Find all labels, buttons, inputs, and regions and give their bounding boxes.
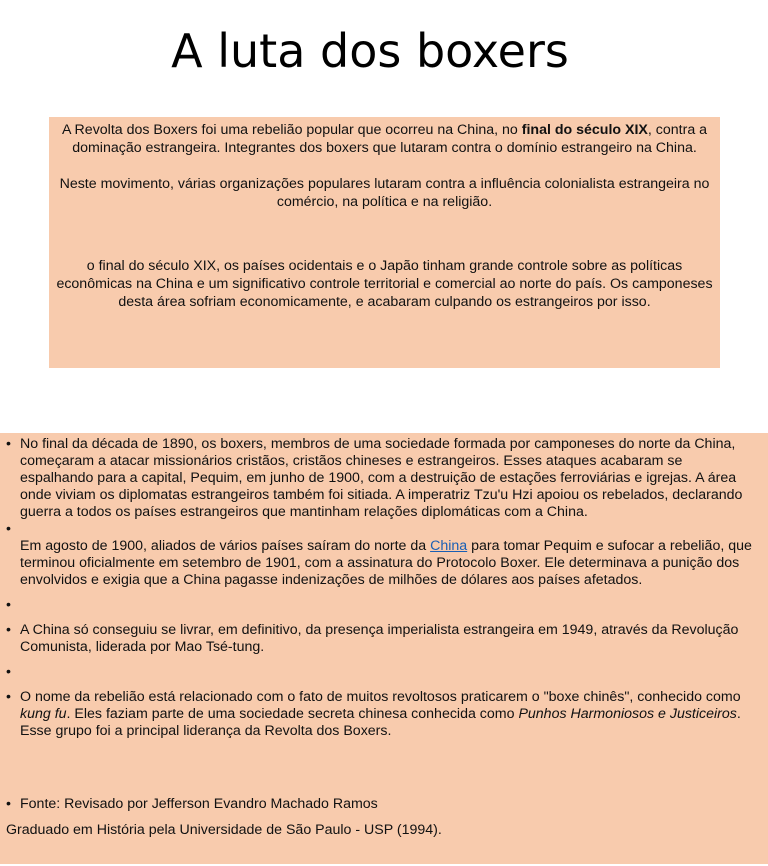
item2-text-end: para tomar Pequim e sufocar a rebelião, que terminou oficialmente em setembro de 1901, com a assinatura do Protocolo Boxer. Ele determinava a punição dos envolvidos e exigia que a China pagasse indenizações de milhões de dólares aos países afetados.: [20, 538, 752, 588]
item4-italic-1: kung fu: [20, 706, 67, 722]
list-item: • A China só conseguiu se livrar, em definitivo, da presença imperialista estrangeira em 1949, através da Revolução Comunista, liderada por Mao Tsé-tung.: [6, 622, 752, 656]
events-box: [0, 433, 768, 864]
item4-text-3: . Esse grupo foi a principal liderança da Revolta dos Boxers.: [20, 706, 741, 739]
china-link[interactable]: China: [430, 538, 468, 554]
item4-text-2: . Eles faziam parte de uma sociedade secreta chinesa conhecida como: [66, 706, 519, 722]
intro-paragraph-3: o final do século XIX, os países ocidentais e o Japão tinham grande controle sobre as políticas econômicas na China e um significativo controle territorial e comercial ao norte do país. Os camponeses desta área sofriam economicamente, e acabaram culpando os estrangeiros por isso.: [56, 258, 713, 310]
page-title: A luta dos boxers: [171, 24, 569, 78]
intro-box: [49, 117, 720, 368]
intro-paragraph-2: Neste movimento, várias organizações populares lutaram contra a influência colonialista estrangeira no comércio, na política e na religião.: [59, 176, 710, 210]
item4-text: O nome da rebelião está relacionado com o fato de muitos revoltosos praticarem o "boxe chinês", conhecido como: [20, 689, 741, 705]
footer-credit: Graduado em História pela Universidade de São Paulo - USP (1994).: [6, 822, 442, 838]
list-item-source: • Fonte: Revisado por Jefferson Evandro Machado Ramos: [6, 796, 752, 813]
list-item-empty: [6, 664, 752, 681]
intro-p1-bold: final do século XIX: [521, 122, 648, 138]
list-item: [6, 689, 752, 740]
item2-text: Em agosto de 1900, aliados de vários países saíram do norte da: [20, 538, 431, 554]
item4-italic-2: Punhos Harmoniosos e Justiceiros: [518, 706, 737, 722]
intro-paragraph-1: [53, 121, 716, 157]
list-item-empty: [6, 521, 752, 538]
intro-p1-text-end: , contra a dominação estrangeira. Integrantes dos boxers que lutaram contra o domínio estrangeiro na China.: [72, 122, 708, 156]
list-item: [6, 538, 752, 589]
list-item: • No final da década de 1890, os boxers, membros de uma sociedade formada por camponeses do norte da China, começaram a atacar missionários cristãos, cristãos chineses e estrangeiros. Esses ataques acabaram se espalhando para a capital, Pequim, em junho de 1900, com a destruição de estações ferroviárias e igrejas. A área onde viviam os diplomatas estrangeiros também foi sitiada. A imperatriz Tzu'u Hzi apoiou os rebelados, declarando guerra a todos os países estrangeiros que mantinham relações diplomáticas com a China.: [6, 436, 752, 521]
intro-p1-text: A Revolta dos Boxers foi uma rebelião popular que ocorreu na China, no: [61, 122, 522, 138]
list-item-empty: [6, 597, 752, 614]
events-list: [6, 436, 752, 813]
